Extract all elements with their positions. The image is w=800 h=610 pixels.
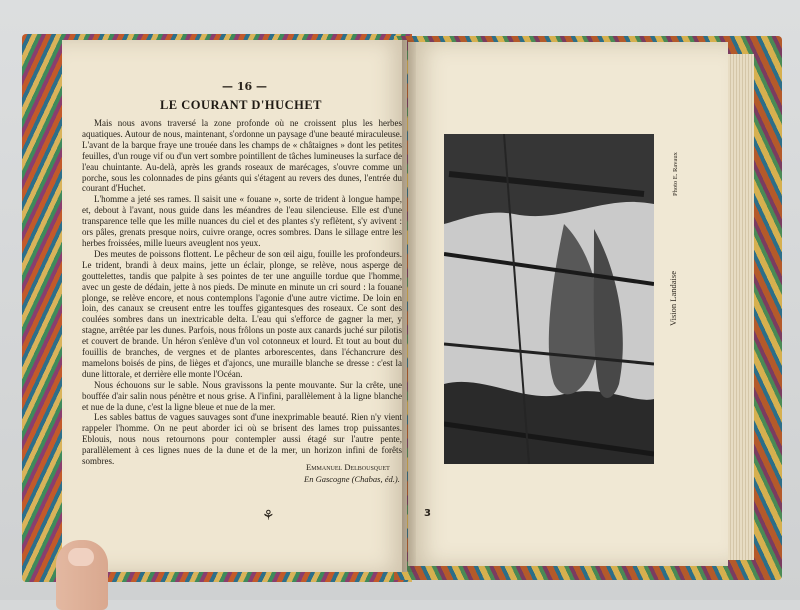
chapter-title: LE COURANT D'HUCHET — [159, 98, 323, 112]
photo-caption: Vision Landaise — [668, 271, 678, 326]
source-citation: En Gascogne (Chabas, éd.). — [304, 474, 400, 484]
paragraph: Des meutes de poissons flottent. Le pêcheur de son œil aigu, fouille les profondeurs. Le trident, brandi à deux mains, jette un éclair, plonge, se relève, nous asperge de gouttelettes, tandis que palpite à ses pointes de ter une anguille tordue que l'homme, avec un geste de dédain, jette à nos pieds. De minute en minute un cri sourd : la fouane plonge, se relève encore, et nous contemplons l'agonie d'une autre victime. De loin en loin, des canaux se creusent entre les touffes gigantesques des roseaux. Ce sont des coulées sombres dans un inextricable delta. L'eau qui s'efforce de gagner la mer, y stagne, arrêtée par les dunes. Parfois, nous frôlons un poste aux canards juché sur pilotis et couvert de brande. Un héron s'enlève d'un vol cotonneux et lourd. Et tout au bout du fouillis de branches, de vergnes et de plantes arborescentes, dans l'échancrure des mamelons boisés de pins, de lièges et d'ajoncs, une muraille blanche se dresse : c'est la dune littorale, et derrière elle monte l'Océan. — [82, 248, 402, 379]
folio-number: 3 — [424, 508, 431, 519]
book-gutter — [402, 40, 416, 572]
photo-credit: Photo E. Ravaux — [672, 152, 679, 196]
photo-scene — [444, 134, 654, 464]
paragraph: Nous échouons sur le sable. Nous gravissons la pente mouvante. Sur la crête, une bouffée d'air salin nous pénètre et nous grise. A l'infini, parallèlement à la ligne blanche et nue de la dune, c'est la ligne bleue et nue de la mer. — [82, 379, 402, 412]
paragraph: L'homme a jeté ses rames. Il saisit une « fouane », sorte de trident à longue hampe, et, debout à l'avant, nous guide dans les méandres de l'eau silencieuse. Elle est d'une transparence telle que les mille nuances du ciel et des plantes s'y reflètent, s'y avivent : ors pâles, grenats presque noirs, cuivre orange, ocres sombres. Dans le sillage entre les herbes froissées, mille lueurs aveuglent nos yeux. — [82, 194, 402, 248]
page-edges — [728, 54, 754, 560]
page-number: — 16 — — [222, 80, 267, 93]
forest-photograph — [444, 134, 654, 464]
author-name: Emmanuel Delbousquet — [306, 462, 390, 472]
body-text — [82, 118, 402, 467]
paragraph: Les sables battus de vagues sauvages sont d'une inexprimable beauté. Rien n'y vient rappeler l'homme. On ne peut aborder ici où se brisent des lames trop puissantes. Eblouis, nous nous retournons pour contempler aussi étagé sur l'autre pente, parallèlement à ces lignes nues de la dune et de la mer, un horizon infini de forêts sombres. — [82, 412, 402, 467]
paragraph: Mais nous avons traversé la zone profonde où ne croissent plus les herbes aquatiques. Autour de nous, maintenant, s'ordonne un paysage d'une beauté miraculeuse. L'avant de la barque fraye une trouée dans les champs de « châtaignes » dont les petites feuilles, d'un rouge vif ou d'un vert sombre pointillent de tâches lumineuses la surface de l'eau chuintante. Au-delà, après les grands roseaux de marécages, s'ouvre comme un porche, sous les colonnades de pins géants qui s'étagent au revers des dunes, l'entrée du courant d'Huchet. — [82, 118, 402, 194]
ornament-icon: ⚘ — [262, 508, 275, 524]
